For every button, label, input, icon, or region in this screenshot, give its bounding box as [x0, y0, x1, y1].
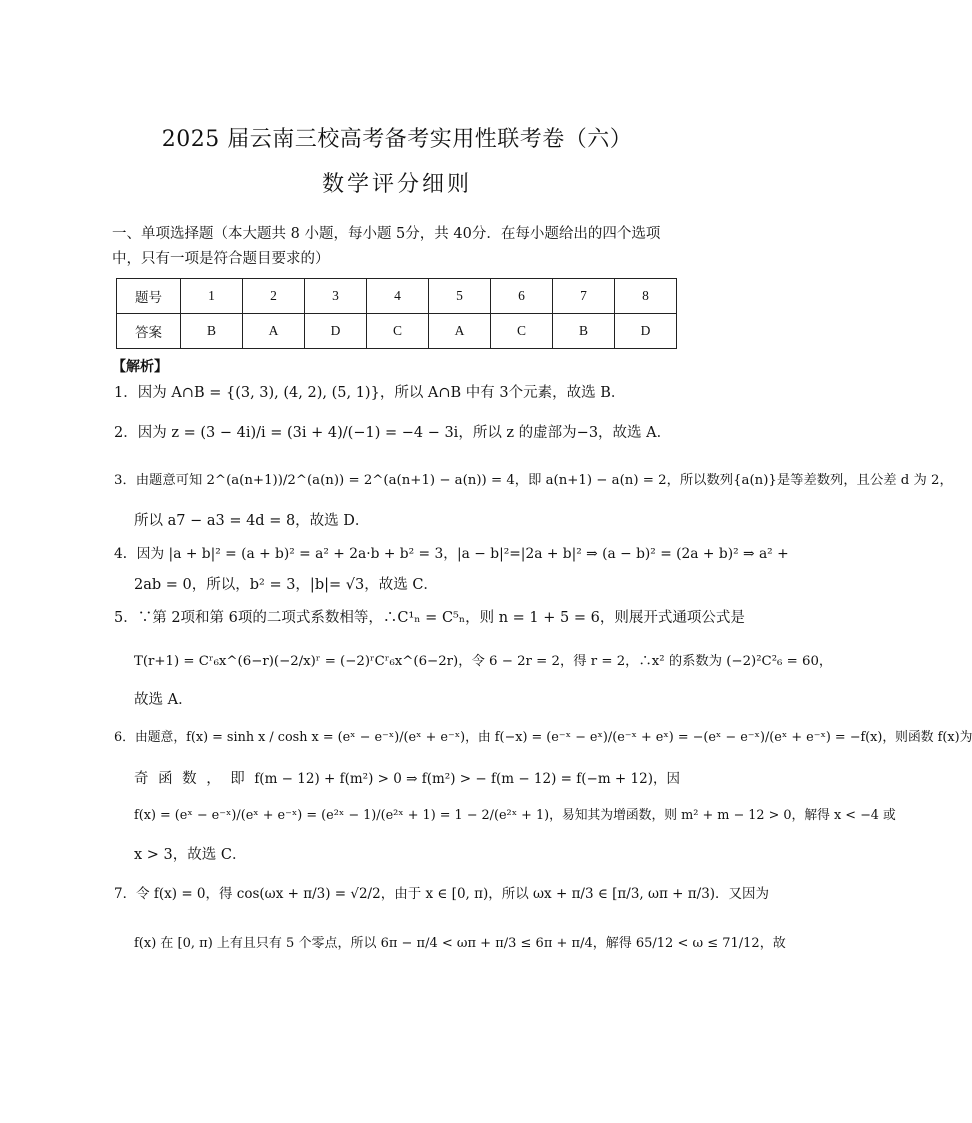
analysis-label: 【解析】 — [112, 359, 168, 375]
solution-7-line-1: 7．令 f(x) = 0，得 cos(ωx + π/3) = √2/2，由于 x ∈ [0, π)，所以 ωx + π/3 ∈ [π/3, ωπ + π/3)．又因为 — [114, 886, 770, 902]
question-number-cell: 5 — [429, 279, 491, 314]
math-expression: f(m − 12) + f(m²) > 0 ⇒ f(m²) > − f(m − 12) = f(−m + 12)，因 — [254, 771, 680, 787]
question-number-cell: 4 — [367, 279, 429, 314]
table-row-numbers — [117, 279, 677, 314]
question-number-cell: 2 — [243, 279, 305, 314]
solution-1: 1．因为 A∩B = {(3, 3), (4, 2), (5, 1)}，所以 A∩B 中有 3个元素，故选 B． — [114, 385, 626, 401]
solution-4-line-1: 4．因为 |a + b|² = (a + b)² = a² + 2a·b + b² = 3，|a − b|²=|2a + b|² ⇒ (a − b)² = (2a + b)² ⇒ a² + — [114, 546, 789, 562]
question-number-cell: 1 — [181, 279, 243, 314]
solution-3-line-1: 3．由题意可知 2^(a(n+1))/2^(a(n)) = 2^(a(n+1) − a(n)) = 4，即 a(n+1) − a(n) = 2，所以数列{a(n)}是等差数列，且公差 d 为 2， — [114, 473, 953, 488]
word: 奇 — [134, 771, 149, 787]
word: 即 — [230, 771, 245, 787]
table-header-cell: 答案 — [117, 314, 181, 349]
answer-cell: C — [491, 314, 553, 349]
answer-cell: A — [429, 314, 491, 349]
answer-table — [116, 278, 677, 349]
solution-6-line-4: x > 3，故选 C． — [134, 847, 247, 863]
answer-cell: B — [553, 314, 615, 349]
solution-5-line-3: 故选 A． — [134, 692, 193, 708]
solution-6-line-2 — [134, 769, 704, 789]
answer-cell: B — [181, 314, 243, 349]
question-number-cell: 7 — [553, 279, 615, 314]
answer-cell: A — [243, 314, 305, 349]
question-number-cell: 3 — [305, 279, 367, 314]
question-number-cell: 8 — [615, 279, 677, 314]
word: 函 — [158, 771, 173, 787]
solution-3-line-2: 所以 a7 − a3 = 4d = 8，故选 D． — [134, 513, 370, 529]
answer-cell: C — [367, 314, 429, 349]
page-title: 2025 届云南三校高考备考实用性联考卷（六） — [161, 127, 633, 152]
question-number-cell: 6 — [491, 279, 553, 314]
solution-5-line-2: T(r+1) = Cʳ₆x^(6−r)(−2/x)ʳ = (−2)ʳCʳ₆x^(6−2r)，令 6 − 2r = 2，得 r = 2，∴x² 的系数为 (−2)²C²₆ = 60， — [134, 654, 833, 669]
solution-6-spread — [134, 769, 680, 789]
solution-5-line-1: 5．∵第 2项和第 6项的二项式系数相等，∴C¹ₙ = C⁵ₙ，则 n = 1 + 5 = 6，则展开式通项公式是 — [114, 610, 745, 626]
solution-7-line-2: f(x) 在 [0, π) 上有且只有 5 个零点，所以 6π − π/4 < ωπ + π/3 ≤ 6π + π/4，解得 65/12 < ω ≤ 71/12，故 — [134, 936, 786, 951]
answer-cell: D — [615, 314, 677, 349]
solution-2: 2．因为 z = (3 − 4i)/i = (3i + 4)/(−1) = −4 − 3i，所以 z 的虚部为−3，故选 A． — [114, 425, 672, 441]
word: 数 — [182, 771, 197, 787]
solution-4-line-2: 2ab = 0，所以，b² = 3，|b|= √3，故选 C． — [134, 577, 438, 593]
solution-6-line-3: f(x) = (eˣ − e⁻ˣ)/(eˣ + e⁻ˣ) = (e²ˣ − 1)/(e²ˣ + 1) = 1 − 2/(e²ˣ + 1)，易知其为增函数，则 m² + m − 12 > 0，解得 x < −4 或 — [134, 808, 896, 823]
word: ， — [206, 771, 221, 787]
table-header-cell: 题号 — [117, 279, 181, 314]
solution-6-line-1: 6．由题意，f(x) = sinh x / cosh x = (eˣ − e⁻ˣ)/(eˣ + e⁻ˣ)，由 f(−x) = (e⁻ˣ − eˣ)/(e⁻ˣ + eˣ) = −(eˣ − e⁻ˣ)/(eˣ + e⁻ˣ) = −f(x)，则函数 f(x)为 — [114, 730, 972, 745]
table-row-answers — [117, 314, 677, 349]
section-heading: 一、单项选择题（本大题共 8 小题，每小题 5分，共 40分．在每小题给出的四个选项中，只有一项是符合题目要求的） — [112, 226, 661, 267]
page-subtitle: 数学评分细则 — [321, 172, 472, 197]
answer-cell: D — [305, 314, 367, 349]
